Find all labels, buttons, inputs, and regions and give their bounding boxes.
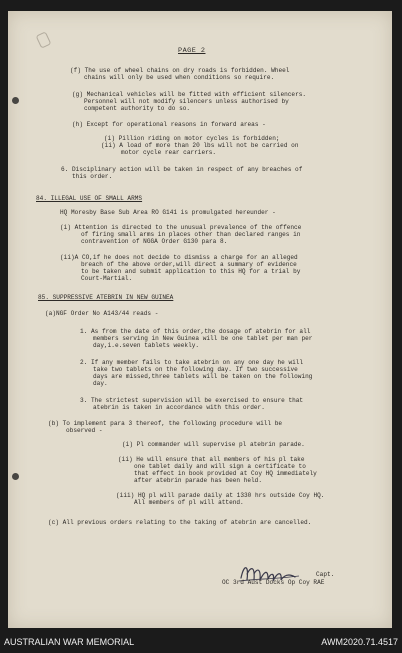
section-heading: 84. ILLEGAL USE OF SMALL ARMS [36,195,143,202]
text-line: (i) Attention is directed to the unusual prevalence of the offence [60,224,302,231]
page-heading: PAGE 2 [178,47,206,55]
text-line: (ii)A CO,if he does not decide to dismiss a charge for an alleged [60,254,298,261]
text-line: Personnel will not modify silencers unless authorised by [84,98,289,105]
text-line: (iii) HQ pl will parade daily at 1330 hrs outside Coy HQ. [116,492,325,499]
text-line: (c) All previous orders relating to the taking of atebrin are cancelled. [48,519,312,526]
footer-right: AWM2020.71.4517 [321,637,398,647]
text-line: observed - [66,427,103,434]
archive-footer [0,628,402,653]
text-line: (i) Pillion riding on motor cycles is forbidden; [104,135,280,142]
text-line: breach of the above order,will direct a summary of evidence [81,261,297,268]
text-line: of firing small arms in places other than declared ranges in [81,231,301,238]
document-page [8,11,392,628]
text-line: that effect in book provided at Coy HQ immediately [134,470,317,477]
text-line: (g) Mechanical vehicles will be fitted with efficient silencers. [72,91,307,98]
text-line: day. [93,380,108,387]
text-line: 2. If any member fails to take atebrin on any one day he will [80,359,304,366]
text-line: members serving in New Guinea will be one tablet per man per [93,335,313,342]
text-line: 6. Disciplinary action will be taken in respect of any breaches of [61,166,303,173]
footer-left: AUSTRALIAN WAR MEMORIAL [4,637,135,647]
text-line: motor cycle rear carriers. [121,149,217,156]
text-line: HQ Moresby Base Sub Area RO G141 is promulgated hereunder - [60,209,276,216]
signature-rank: Capt. [316,571,335,578]
text-line: (h) Except for operational reasons in forward areas - [72,121,266,128]
punch-hole [12,97,19,104]
text-line: (a)NGF Order No A143/44 reads - [45,310,159,317]
text-line: competent authority to do so. [84,105,191,112]
text-line: Court-Martial. [81,275,133,282]
punch-hole [12,473,19,480]
text-line: this order. [72,173,113,180]
text-line: one tablet daily and will sign a certificate to [134,463,306,470]
text-line: take two tablets on the following day. If two successive [93,366,298,373]
text-line: (ii) He will ensure that all members of his pl take [118,456,305,463]
text-line: (b) To implement para 3 thereof, the following procedure will be [48,420,283,427]
section-heading: 85. SUPPRESSIVE ATEBRIN IN NEW GUINEA [38,294,174,301]
signature-title: OC 3rd Aust Docks Op Coy RAE [222,579,325,586]
text-line: days are missed,three tablets will be taken on the following [93,373,313,380]
text-line: chains will only be used when conditions so require. [84,74,275,81]
text-line: after atebrin parade has been held. [134,477,262,484]
text-line: All members of pl will attend. [134,499,244,506]
text-line: contravention of NGGA Order G130 para 8. [81,238,228,245]
text-line: (ii) A load of more than 20 lbs will not be carried on [101,142,299,149]
text-line: (i) Pl commander will supervise pl atebrin parade. [122,441,305,448]
text-line: day,i.e.seven tablets weekly. [93,342,200,349]
text-line: atebrin is taken in accordance with this order. [93,404,265,411]
text-line: to be taken and submit application to this HQ for a trial by [81,268,301,275]
text-line: (f) The use of wheel chains on dry roads is forbidden. Wheel [70,67,290,74]
text-line: 1. As from the date of this order,the dosage of atebrin for all [80,328,311,335]
text-line: 3. The strictest supervision will be exercised to ensure that [80,397,304,404]
